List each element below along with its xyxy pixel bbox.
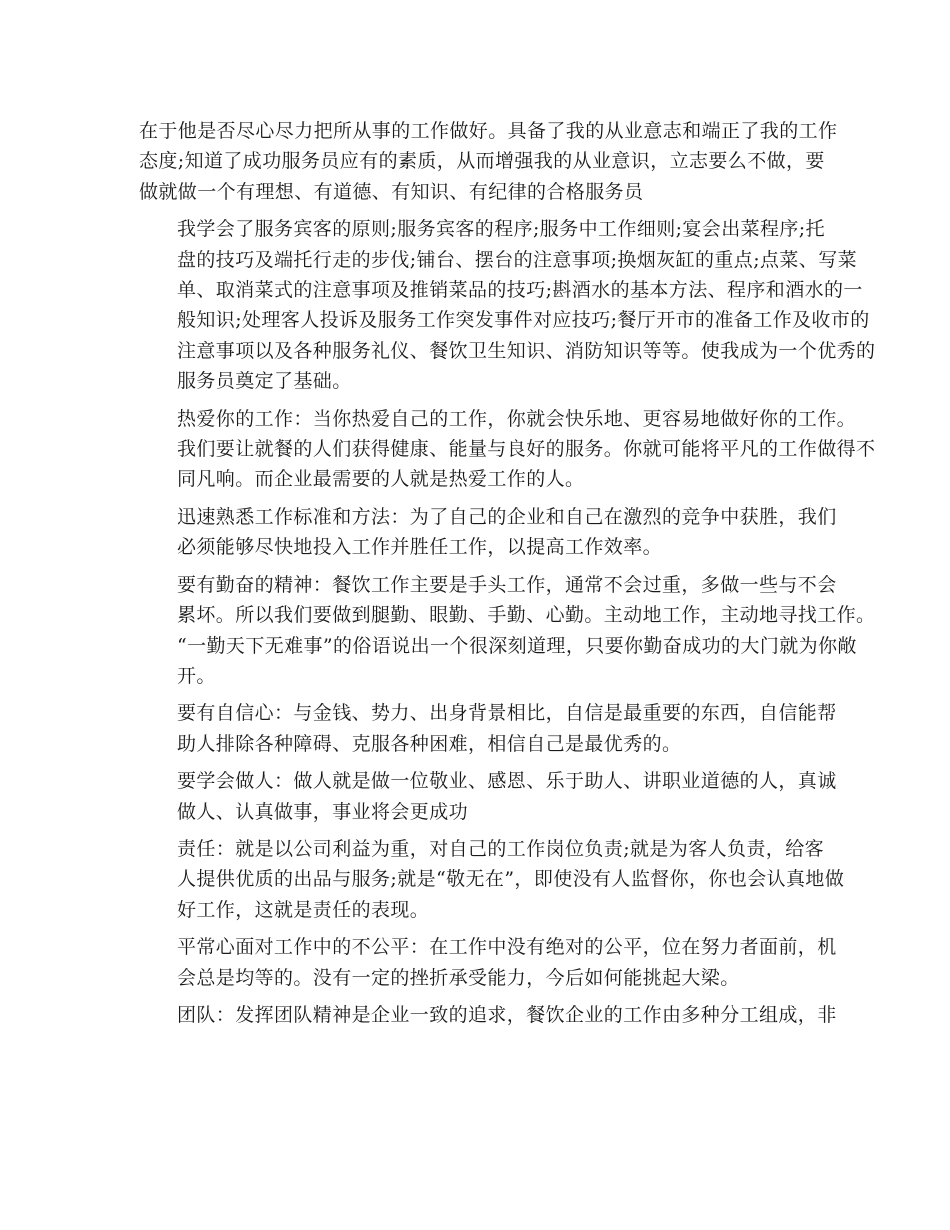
text-line: 在于他是否尽心尽力把所从事的工作做好。具备了我的从业意志和端正了我的工作 bbox=[139, 120, 838, 142]
text-line: 必须能够尽快地投入工作并胜任工作，以提高工作效率。 bbox=[177, 536, 663, 559]
text-line: 我们要让就餐的人们获得健康、能量与良好的服务。你就可能将平凡的工作做得不 bbox=[177, 438, 876, 461]
text-line: 平常心面对工作中的不公平：在工作中没有绝对的公平，位在努力者面前，机 bbox=[177, 936, 837, 959]
text-line: 要有勤奋的精神：餐饮工作主要是手头工作，通常不会过重，多做一些与不会 bbox=[177, 573, 837, 596]
paragraph bbox=[139, 570, 876, 692]
text-line: 做就做一个有理想、有道德、有知识、有纪律的合格服务员 bbox=[139, 180, 644, 203]
text-line: 会总是均等的。没有一定的挫折承受能力，今后如何能挑起大梁。 bbox=[177, 966, 740, 989]
paragraph bbox=[139, 766, 837, 827]
text-line: 盘的技巧及端托行走的步伐;铺台、摆台的注意事项;换烟灰缸的重点;点菜、写菜 bbox=[177, 248, 858, 271]
text-line: 做人、认真做事，事业将会更成功 bbox=[177, 800, 469, 823]
text-line: 人提供优质的出品与服务;就是“敬无在”，即使没有人监督你，你也会认真地做 bbox=[177, 868, 845, 891]
text-line: 服务员奠定了基础。 bbox=[177, 370, 352, 393]
text-line: 助人排除各种障碍、克服各种困难，相信自己是最优秀的。 bbox=[177, 732, 682, 755]
paragraph bbox=[139, 502, 837, 563]
text-line: 注意事项以及各种服务礼仪、餐饮卫生知识、消防知识等等。使我成为一个优秀的 bbox=[177, 339, 876, 362]
paragraph bbox=[139, 214, 876, 396]
text-line: 开。 bbox=[177, 664, 216, 687]
paragraph bbox=[139, 698, 837, 759]
text-line: 累坏。所以我们要做到腿勤、眼勤、手勤、心勤。主动地工作，主动地寻找工作。 bbox=[177, 604, 876, 627]
paragraph bbox=[139, 116, 838, 207]
text-line: 同凡响。而企业最需要的人就是热爱工作的人。 bbox=[177, 468, 585, 491]
paragraph bbox=[139, 932, 837, 993]
text-line: 迅速熟悉工作标准和方法：为了自己的企业和自己在激烈的竞争中获胜，我们 bbox=[177, 505, 837, 528]
document-body bbox=[139, 116, 876, 1030]
text-line: 我学会了服务宾客的原则;服务宾客的程序;服务中工作细则;宴会出菜程序;托 bbox=[177, 218, 826, 241]
text-line: 态度;知道了成功服务员应有的素质，从而增强我的从业意识，立志要么不做，要 bbox=[139, 150, 825, 173]
paragraph bbox=[139, 834, 845, 925]
text-line: 要学会做人：做人就是做一位敬业、感恩、乐于助人、讲职业道德的人，真诚 bbox=[177, 770, 837, 793]
paragraph bbox=[139, 1000, 837, 1030]
text-line: 责任：就是以公司利益为重，对自己的工作岗位负责;就是为客人负责，给客 bbox=[177, 837, 825, 860]
text-line: 般知识;处理客人投诉及服务工作突发事件对应技巧;餐厅开市的准备工作及收市的 bbox=[177, 309, 870, 332]
text-line: 热爱你的工作：当你热爱自己的工作，你就会快乐地、更容易地做好你的工作。 bbox=[177, 407, 857, 430]
text-line: 单、取消菜式的注意事项及推销菜品的技巧;斟酒水的基本方法、程序和酒水的一 bbox=[177, 279, 863, 302]
text-line: “一勤天下无难事”的俗语说出一个很深刻道理，只要你勤奋成功的大门就为你敞 bbox=[177, 634, 857, 657]
paragraph bbox=[139, 404, 876, 495]
text-line: 好工作，这就是责任的表现。 bbox=[177, 898, 430, 921]
text-line: 团队：发挥团队精神是企业一致的追求，餐饮企业的工作由多种分工组成，非 bbox=[177, 1003, 837, 1026]
text-line: 要有自信心：与金钱、势力、出身背景相比，自信是最重要的东西，自信能帮 bbox=[177, 702, 837, 725]
